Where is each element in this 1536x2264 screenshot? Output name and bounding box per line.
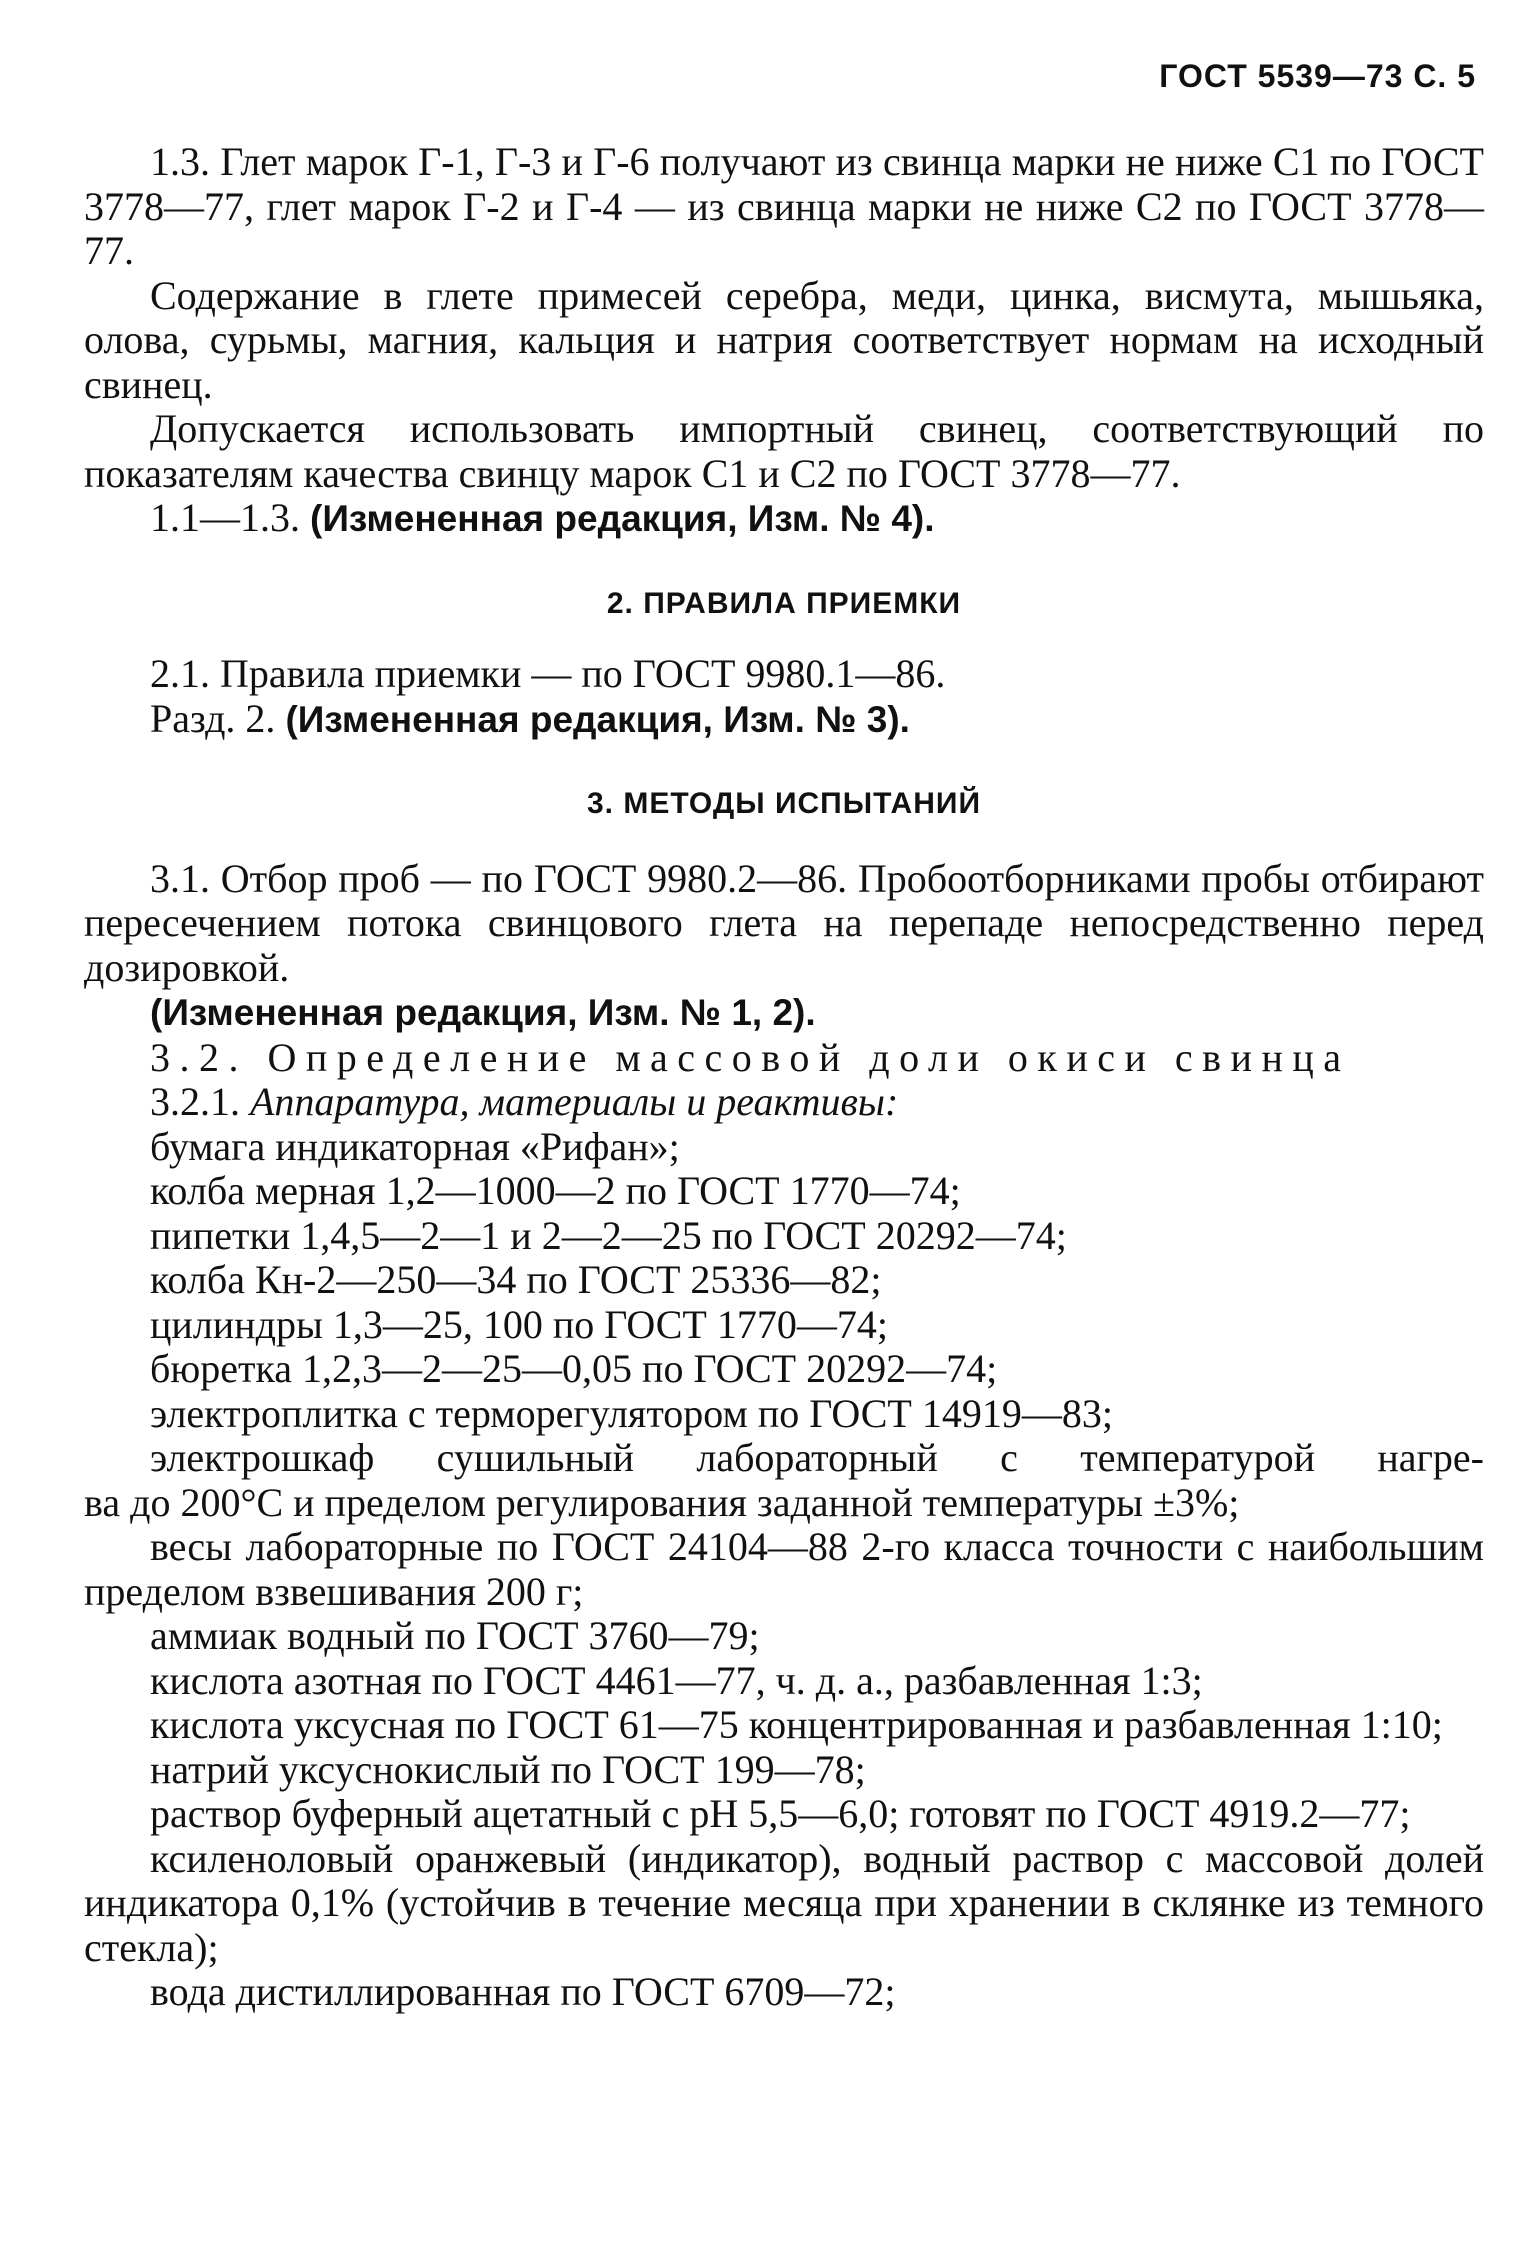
amendment-note-3 xyxy=(84,990,1484,1036)
amendment-prefix: Разд. 2. xyxy=(150,695,276,741)
list-item: пипетки 1,4,5—2—1 и 2—2—25 по ГОСТ 20292—74; xyxy=(150,1212,1067,1258)
list-item-sodium-acetate: натрий уксуснокислый по ГОСТ 199—78; xyxy=(150,1746,866,1792)
amendment-note-2 xyxy=(84,697,1484,743)
amendment-note-1 xyxy=(84,496,1484,542)
list-item-acetic-acid: кислота уксусная по ГОСТ 61—75 концентрированная и разбавленная 1:10; xyxy=(150,1702,1443,1747)
list-item-xylenol-orange: ксиленоловый оранжевый (индикатор), водный раствор с массовой долей индикатора 0,1% (устойчив в течение месяца при хранении в склянке из темного стекла); xyxy=(84,1835,1484,1970)
paragraph-2-1: 2.1. Правила приемки — по ГОСТ 9980.1—86. xyxy=(150,651,946,696)
equipment-list xyxy=(84,1125,1484,2015)
amendment-text: (Измененная редакция, Изм. № 3). xyxy=(285,698,910,740)
clause-number: 3.2.1. xyxy=(150,1079,240,1124)
list-item: цилиндры 1,3—25, 100 по ГОСТ 1770—74; xyxy=(150,1301,888,1347)
list-item-buffer: раствор буферный ацетатный с рН 5,5—6,0; готовят по ГОСТ 4919.2—77; xyxy=(150,1791,1411,1836)
list-item-scales: весы лабораторные по ГОСТ 24104—88 2-го класса точности с наибольшим пределом взвешивания 200 г; xyxy=(84,1524,1484,1614)
amendment-text: (Измененная редакция, Изм. № 4). xyxy=(310,498,935,539)
list-item: колба мерная 1,2—1000—2 по ГОСТ 1770—74; xyxy=(150,1168,961,1213)
amendment-text: (Измененная редакция, Изм. № 1, 2). xyxy=(150,992,816,1033)
paragraph-3-1: 3.1. Отбор проб — по ГОСТ 9980.2—86. Пробоотборниками пробы отбирают пересечением потока свинцового глета на перепаде непосредственно перед дозировкой. xyxy=(84,855,1484,990)
paragraph-1-3: 1.3. Глет марок Г-1, Г-3 и Г-6 получают из свинца марки не ниже С1 по ГОСТ 3778—77, глет марок Г-2 и Г-4 — из свинца марки не ниже С2 по ГОСТ 3778—77. xyxy=(84,139,1484,273)
list-item-oven-cont: ва до 200°С и пределом регулирования заданной температуры ±3%; xyxy=(84,1479,1240,1525)
list-item: бюретка 1,2,3—2—25—0,05 по ГОСТ 20292—74; xyxy=(150,1346,998,1391)
amendment-prefix: 1.1—1.3. xyxy=(150,495,300,540)
list-item-nitric-acid: кислота азотная по ГОСТ 4461—77, ч. д. а., разбавленная 1:3; xyxy=(150,1657,1203,1703)
section-title-2: 2. ПРАВИЛА ПРИЕМКИ xyxy=(606,586,962,620)
list-item: бумага индикаторная «Рифан»; xyxy=(150,1123,680,1169)
list-item-line: электрошкаф сушильный лабораторный с температурой нагре- xyxy=(150,1435,1484,1480)
paragraph-impurities: Содержание в глете примесей серебра, меди, цинка, висмута, мышьяка, олова, сурьмы, магния, кальция и натрия соответствует нормам на исходный свинец. xyxy=(84,272,1484,407)
list-item-ammonia: аммиак водный по ГОСТ 3760—79; xyxy=(150,1613,760,1658)
section-title-3: 3. МЕТОДЫ ИСПЫТАНИЙ xyxy=(587,787,981,820)
page-body xyxy=(84,140,1484,2015)
paragraph-3-2-1 xyxy=(84,1080,1484,1125)
list-item-oven xyxy=(84,1436,1484,1481)
list-item-water: вода дистиллированная по ГОСТ 6709—72; xyxy=(150,1969,896,2014)
paragraph-imported-lead: Допускается использовать импортный свинец, соответствующий по показателям качества свинцу марок С1 и С2 по ГОСТ 3778—77. xyxy=(84,406,1484,496)
paragraph-3-2-heading: 3.2. Определение массовой доли окиси свинца xyxy=(150,1034,1351,1080)
clause-title: Аппаратура, материалы и реактивы: xyxy=(250,1079,899,1124)
list-item: колба Кн-2—250—34 по ГОСТ 25336—82; xyxy=(150,1257,882,1302)
list-item: электроплитка с терморегулятором по ГОСТ 14919—83; xyxy=(150,1390,1113,1436)
running-header: ГОСТ 5539—73 С. 5 xyxy=(1159,58,1476,94)
